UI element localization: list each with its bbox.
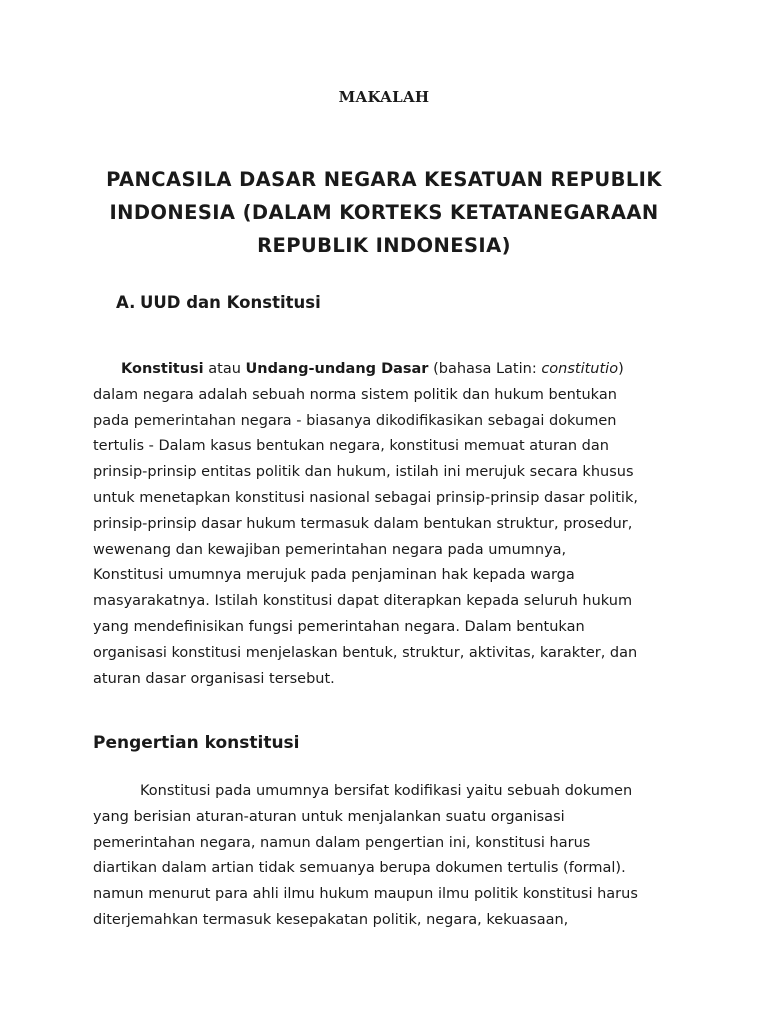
paragraph-line: yang berisian aturan-aturan untuk menjalankan suatu organisasi: [93, 808, 565, 825]
title-line: PANCASILA DASAR NEGARA KESATUAN REPUBLIK: [106, 168, 662, 191]
section-title: UUD dan Konstitusi: [140, 293, 321, 312]
paragraph-line: diterjemahkan termasuk kesepakatan politik, negara, kekuasaan,: [93, 911, 569, 928]
paragraph-line: aturan dasar organisasi tersebut.: [93, 670, 335, 687]
inline-text: ): [618, 361, 624, 377]
paragraph-line: prinsip-prinsip entitas politik dan hukum, istilah ini merujuk secara khusus: [93, 464, 634, 481]
latin-term: constitutio: [541, 361, 619, 377]
paragraph-line: wewenang dan kewajiban pemerintahan negara pada umumnya,: [93, 541, 567, 558]
paragraph-line: Konstitusi pada umumnya bersifat kodifikasi yaitu sebuah dokumen: [140, 783, 633, 799]
document-title: [60, 163, 708, 262]
term-uud: Undang-undang Dasar: [245, 361, 429, 377]
section-heading-a: [116, 293, 321, 312]
title-line: REPUBLIK INDONESIA): [257, 234, 511, 257]
paragraph-line: pemerintahan negara, namun dalam pengertian ini, konstitusi harus: [93, 834, 591, 851]
paragraph-line: dalam negara adalah sebuah norma sistem politik dan hukum bentukan: [93, 386, 617, 403]
inline-text: atau: [203, 361, 246, 377]
paragraph-line: [93, 357, 693, 383]
paragraph-konstitusi: [93, 357, 693, 692]
paragraph-pengertian: [93, 779, 693, 934]
paragraph-line: yang mendefinisikan fungsi pemerintahan negara. Dalam bentukan: [93, 618, 585, 635]
title-line: INDONESIA (DALAM KORTEKS KETATANEGARAAN: [109, 201, 659, 224]
paragraph-line: organisasi konstitusi menjelaskan bentuk, struktur, aktivitas, karakter, dan: [93, 644, 638, 661]
paragraph-line: pada pemerintahan negara - biasanya dikodifikasikan sebagai dokumen: [93, 412, 617, 429]
paragraph-line: diartikan dalam artian tidak semuanya berupa dokumen tertulis (formal).: [93, 860, 626, 877]
term-konstitusi: Konstitusi: [121, 361, 204, 377]
paragraph-line: prinsip-prinsip dasar hukum termasuk dalam bentukan struktur, prosedur,: [93, 515, 633, 532]
document-label: MAKALAH: [338, 88, 430, 106]
paragraph-line: tertulis - Dalam kasus bentukan negara, konstitusi memuat aturan dan: [93, 438, 609, 455]
section-number: A.: [116, 293, 136, 312]
subheading-pengertian: Pengertian konstitusi: [93, 733, 300, 753]
paragraph-line: Konstitusi umumnya merujuk pada penjaminan hak kepada warga: [93, 567, 575, 584]
paragraph-line: masyarakatnya. Istilah konstitusi dapat diterapkan kepada seluruh hukum: [93, 593, 633, 610]
paragraph-line: untuk menetapkan konstitusi nasional sebagai prinsip-prinsip dasar politik,: [93, 489, 638, 506]
paragraph-line: namun menurut para ahli ilmu hukum maupun ilmu politik konstitusi harus: [93, 886, 638, 903]
inline-text: (bahasa Latin:: [428, 361, 542, 377]
